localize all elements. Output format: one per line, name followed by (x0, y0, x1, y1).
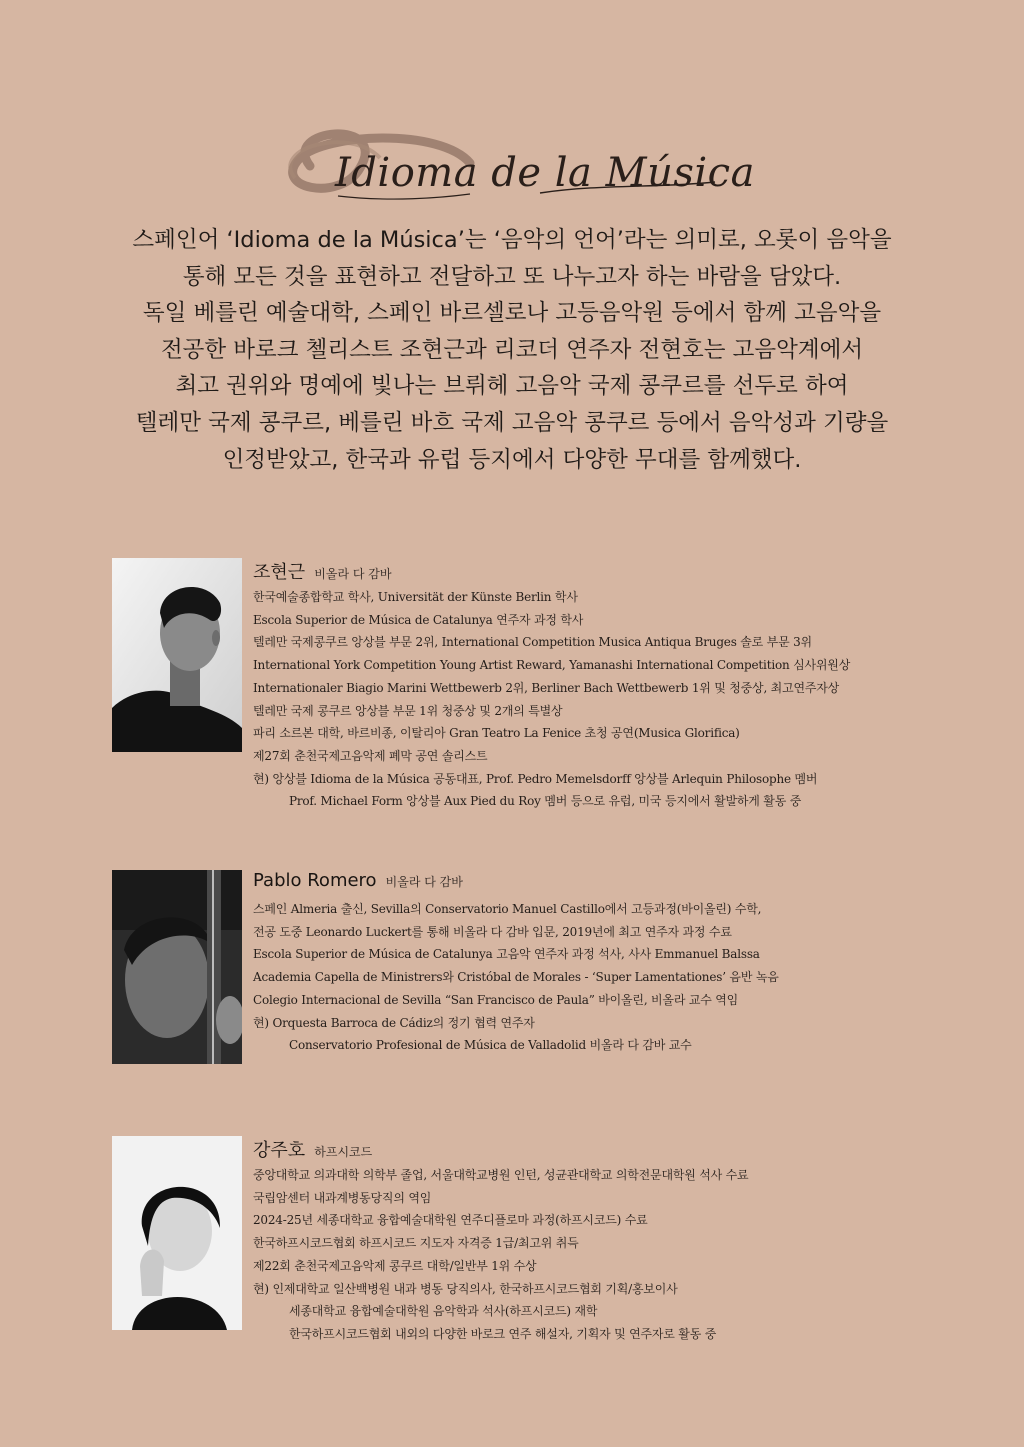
performer-info-romero (253, 870, 993, 1057)
bio-line: 파리 소르본 대학, 바르비종, 이탈리아 Gran Teatro La Fenice 초청 공연(Musica Glorifica) (253, 726, 740, 741)
intro-line: 최고 권위와 명예에 빛나는 브뤼헤 고음악 국제 콩쿠르를 선두로 하여 (175, 373, 849, 400)
performer-photo-cho (112, 558, 242, 752)
bio-line: Academia Capella de Ministrers와 Cristóbal de Morales - ‘Super Lamentationes’ 음반 녹음 (253, 970, 779, 985)
bio-line: 현) Orquesta Barroca de Cádiz의 정기 협력 연주자 (253, 1015, 535, 1030)
bio-line: 제27회 춘천국제고음악제 폐막 공연 솔리스트 (253, 748, 488, 763)
performer-profile-kang (112, 1136, 992, 1346)
bio-line: 한국하프시코드협회 내외의 다양한 바로크 연주 해설자, 기획자 및 연주자로 활동 중 (289, 1326, 717, 1341)
bio-line: 텔레만 국제 콩쿠르 앙상블 부문 1위 청중상 및 2개의 특별상 (253, 703, 563, 718)
bio-line: 2024-25년 세종대학교 융합예술대학원 연주디플로마 과정(하프시코드) 수료 (253, 1213, 648, 1228)
performer-photo-kang (112, 1136, 242, 1330)
performer-bio-list (253, 1164, 993, 1346)
performer-name: 조현근 (253, 562, 306, 583)
bio-line: Prof. Michael Form 앙상블 Aux Pied du Roy 멤버 등으로 유럽, 미국 등지에서 활발하게 활동 중 (289, 794, 802, 809)
intro-paragraph (100, 222, 924, 478)
intro-line: 텔레만 국제 콩쿠르, 베를린 바흐 국제 고음악 콩쿠르 등에서 음악성과 기량을 (135, 409, 889, 436)
ensemble-logo-text: Idioma de la Música (335, 150, 755, 196)
bio-line: 제22회 춘천국제고음악제 콩쿠르 대학/일반부 1위 수상 (253, 1258, 537, 1273)
bio-line: Escola Superior de Música de Catalunya 연주자 과정 학사 (253, 612, 584, 627)
bio-line: 현) 인제대학교 일산백병원 내과 병동 당직의사, 한국하프시코드협회 기획/홍보이사 (253, 1281, 678, 1296)
performer-name: 강주호 (253, 1140, 306, 1161)
intro-line: 스페인어 ‘Idioma de la Música’는 ‘음악의 언어’라는 의미로, 오롯이 음악을 (132, 227, 892, 253)
performer-info-cho (253, 558, 993, 813)
performer-instrument: 하프시코드 (314, 1145, 373, 1159)
bio-line: Internationaler Biagio Marini Wettbewerb 2위, Berliner Bach Wettbewerb 1위 및 청중상, 최고연주자상 (253, 680, 840, 695)
performer-profile-cho (112, 558, 992, 808)
intro-line: 독일 베를린 예술대학, 스페인 바르셀로나 고등음악원 등에서 함께 고음악을 (142, 300, 882, 327)
intro-line: 전공한 바로크 첼리스트 조현근과 리코더 연주자 전현호는 고음악계에서 (160, 336, 864, 363)
bio-line: Colegio Internacional de Sevilla “San Francisco de Paula” 바이올린, 비올라 교수 역임 (253, 992, 739, 1007)
performer-bio-list (253, 586, 993, 813)
bio-line: 한국하프시코드협회 하프시코드 지도자 자격증 1급/최고위 취득 (253, 1236, 579, 1251)
bio-line: 텔레만 국제콩쿠르 앙상블 부문 2위, International Competition Musica Antiqua Bruges 솔로 부문 3위 (253, 635, 812, 650)
bio-line: International York Competition Young Artist Reward, Yamanashi International Competition 심사위원상 (253, 658, 851, 673)
performer-info-kang (253, 1136, 993, 1346)
bio-line: 세종대학교 융합예술대학원 음악학과 석사(하프시코드) 재학 (289, 1304, 598, 1319)
bio-line: 스페인 Almeria 출신, Sevilla의 Conservatorio Manuel Castillo에서 고등과정(바이올린) 수학, (253, 902, 762, 916)
performer-profile-romero (112, 870, 992, 1070)
bio-line: 전공 도중 Leonardo Luckert를 통해 비올라 다 감바 입문, 2019년에 최고 연주자 과정 수료 (253, 924, 732, 939)
bio-line: Conservatorio Profesional de Música de Valladolid 비올라 다 감바 교수 (289, 1038, 692, 1053)
intro-line: 통해 모든 것을 표현하고 전달하고 또 나누고자 하는 바람을 담았다. (182, 263, 842, 290)
performer-photo-romero (112, 870, 242, 1064)
bio-line: 중앙대학교 의과대학 의학부 졸업, 서울대학교병원 인턴, 성균관대학교 의학전문대학원 석사 수료 (253, 1168, 749, 1182)
performer-instrument: 비올라 다 감바 (314, 567, 392, 581)
intro-line: 인정받았고, 한국과 유럽 등지에서 다양한 무대를 함께했다. (222, 446, 802, 473)
bio-line: 국립암센터 내과계병동당직의 역임 (253, 1190, 432, 1205)
bio-line: 현) 앙상블 Idioma de la Música 공동대표, Prof. Pedro Memelsdorff 앙상블 Arlequin Philosophe 멤버 (253, 771, 818, 786)
performer-instrument: 비올라 다 감바 (385, 875, 463, 889)
performer-bio-list (253, 898, 993, 1057)
bio-line: 한국예술종합학교 학사, Universität der Künste Berlin 학사 (253, 590, 578, 604)
performer-name: Pablo Romero (253, 870, 377, 891)
bio-line: Escola Superior de Música de Catalunya 고음악 연주자 과정 석사, 사사 Emmanuel Balssa (253, 947, 760, 962)
